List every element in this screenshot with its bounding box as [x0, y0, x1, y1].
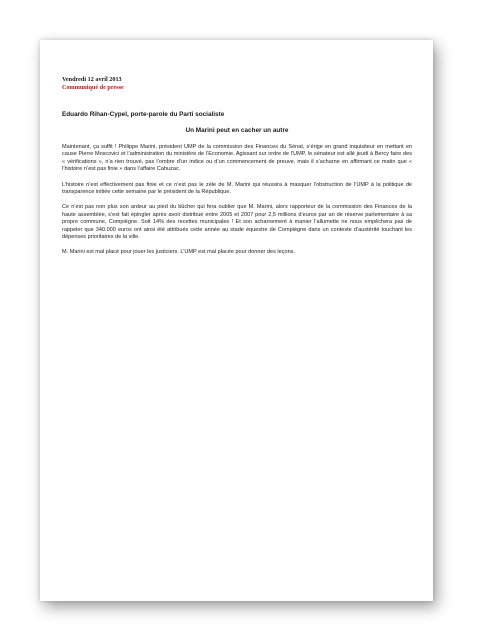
- document-page: [40, 40, 433, 601]
- document-title: Un Marini peut en cacher un autre: [185, 127, 289, 134]
- paragraph: Ce n’est pas non plus son ardeur au pied du bûcher qui fera oublier que M. Marini, alors rapporteur de la commission des Finances de la haute assemblée, s’est fait épingler après avoir distribué entre 2005 et 2007 pour 2,5 millions d’euros par an de réserve parlementaire à sa propre commune, Compiègne. Soit 14% des recettes municipales ! Et son acharnement à manier l’allumette ne nous empêchera pas de rappeler que 340.000 euros ont ainsi été attribués cette année au stade équestre de Compiègne dans un contexte d’austérité touchant les dépenses prioritaires de la ville.: [62, 204, 412, 241]
- paragraph: L’histoire n’est effectivement pas finie et ce n’est pas le zèle de M. Marini qui réussira à masquer l’obstruction de l’UMP à la politique de transparence initiée cette semaine par le président de la République.: [62, 181, 412, 196]
- document-kind: Communiqué de presse: [62, 84, 124, 91]
- paragraph: Maintenant, ça suffit ! Philippe Marini, président UMP de la commission des Finances du Sénat, s’érige en grand inquisiteur en mettant en cause Pierre Moscovici et l’administration du ministère de l’Economie. Agissant sur ordre de l’UMP, le sénateur est allé jeudi à Bercy faire des « vérifications », n’a rien trouvé, pas l’ombre d’un indice ou d’un commencement de preuve, mais il s’acharne en affirmant ce matin que « l’histoire n’est pas finie » dans l’affaire Cahuzac.: [62, 144, 412, 173]
- document-date: Vendredi 12 avril 2013: [62, 76, 122, 83]
- paragraph: M. Marini est mal placé pour jouer les justiciers. L’UMP est mal placée pour donner des leçons.: [62, 249, 295, 256]
- document-author: Eduardo Rihan-Cypel, porte-parole du Parti socialiste: [62, 111, 225, 118]
